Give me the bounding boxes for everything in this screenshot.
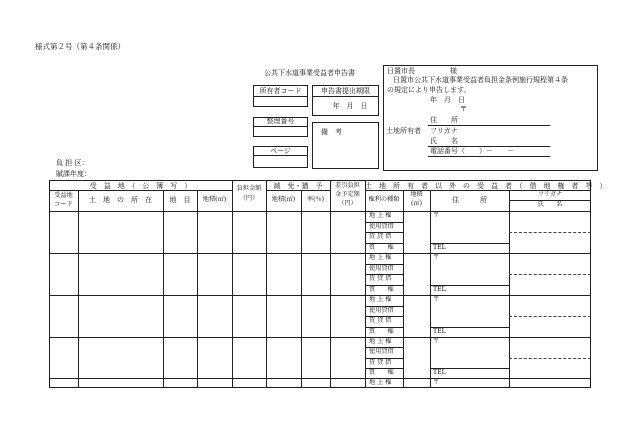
row2-tel: TEL bbox=[433, 286, 446, 293]
row2-right-1: 地 上 権 bbox=[369, 254, 392, 261]
row4-tel: TEL bbox=[433, 369, 446, 376]
declarant-address-label: 住 所 bbox=[430, 116, 458, 124]
declaration-line-1: 日置市公共下水道事業受益者負担金条例施行規程第４条 bbox=[393, 76, 568, 84]
row3-right-1: 地 上 権 bbox=[369, 296, 392, 303]
col-address: 住 所 bbox=[452, 196, 487, 204]
row1-right-3: 賃 貸 借 bbox=[369, 233, 392, 240]
col-right-type: 権利の種類 bbox=[368, 196, 400, 203]
col-category: 地 目 bbox=[169, 196, 191, 204]
row4-right-1: 地 上 権 bbox=[369, 338, 392, 345]
group-other-header: 土 地 所 有 者 以 外 の 受 益 者 （ 借 地 権 者 等 ） bbox=[365, 182, 607, 190]
postal-mark: 〒 bbox=[460, 105, 467, 113]
col-furigana: フリガナ bbox=[537, 191, 563, 198]
row4-right-4: 質 権 bbox=[369, 369, 394, 376]
col-code-1: 受益地 bbox=[54, 192, 73, 199]
col-area: 地積(㎡) bbox=[202, 196, 227, 203]
declarant-label: 土地所有者 bbox=[386, 127, 421, 135]
form-title: 公共下水道事業受益者申告書 bbox=[264, 69, 355, 77]
row1-right-1: 地 上 権 bbox=[369, 212, 392, 219]
district-label: 負 担 区： bbox=[56, 159, 89, 167]
group-reduction-header: 減 免・猶 予 bbox=[273, 182, 323, 190]
group-land-header: 受 益 地 （ 公 簿 写 ） bbox=[89, 182, 192, 190]
col-rights-area-1: 地積 bbox=[410, 191, 423, 198]
col-location: 土 地 の 所 在 bbox=[89, 196, 152, 204]
owner-code-label: 所有者コード bbox=[259, 87, 302, 95]
declarant-phone-label: 電話番号（ ）－ － bbox=[430, 147, 514, 155]
row1-right-4: 質 権 bbox=[369, 244, 394, 251]
form-id: 様式第２号（第４条関係） bbox=[35, 42, 125, 51]
row3-tel: TEL bbox=[433, 328, 446, 335]
declarant-furigana-label: フリガナ bbox=[430, 127, 458, 135]
col-red-area: 地積(㎡) bbox=[271, 196, 296, 203]
row3-right-2: 使用貸借 bbox=[369, 307, 394, 314]
row2-right-4: 質 権 bbox=[369, 286, 394, 293]
row3-postal: 〒 bbox=[433, 296, 440, 303]
ref-number-label: 整理番号 bbox=[266, 117, 295, 125]
row5-postal: 〒 bbox=[433, 379, 440, 386]
row4-right-2: 使用貸借 bbox=[369, 348, 394, 355]
row4-postal: 〒 bbox=[433, 338, 440, 345]
col-burden-1: 負担金額 bbox=[236, 185, 262, 192]
col-deduction-1: 差引負担 bbox=[335, 182, 360, 189]
col-rights-area-2: (㎡) bbox=[410, 200, 422, 207]
row3-right-4: 質 権 bbox=[369, 328, 394, 335]
deadline-label: 申告書提出期限 bbox=[321, 87, 370, 95]
row1-tel: TEL bbox=[433, 244, 446, 251]
row5-right-1: 地 上 権 bbox=[369, 379, 392, 386]
col-code-2: コード bbox=[54, 201, 73, 208]
row2-right-3: 賃 貸 借 bbox=[369, 275, 392, 282]
fiscal-year-label: 賦課年度： bbox=[56, 170, 91, 178]
declaration-date: 年 月 日 bbox=[430, 96, 465, 104]
page-label: ページ bbox=[270, 147, 291, 155]
row2-postal: 〒 bbox=[433, 254, 440, 261]
remarks-label: 備 考 bbox=[321, 128, 342, 136]
col-red-rate: 率(％) bbox=[306, 196, 325, 203]
deadline-value: 年 月 日 bbox=[332, 102, 368, 110]
row1-postal: 〒 bbox=[433, 212, 440, 219]
row3-right-3: 賃 貸 借 bbox=[369, 317, 392, 324]
col-burden-2: （円） bbox=[239, 195, 259, 202]
addressee: 日置市長 様 bbox=[387, 67, 457, 75]
row2-right-2: 使用貸借 bbox=[369, 265, 394, 272]
declarant-name-label: 氏 名 bbox=[430, 137, 458, 145]
declaration-line-2: の規定により申告します。 bbox=[387, 86, 471, 94]
col-deduction-3: （円） bbox=[338, 200, 357, 207]
col-deduction-2: 金予定額 bbox=[335, 191, 360, 198]
row4-right-3: 賃 貸 借 bbox=[369, 359, 392, 366]
row1-right-2: 使用貸借 bbox=[369, 223, 394, 230]
col-name: 氏 名 bbox=[537, 201, 563, 208]
